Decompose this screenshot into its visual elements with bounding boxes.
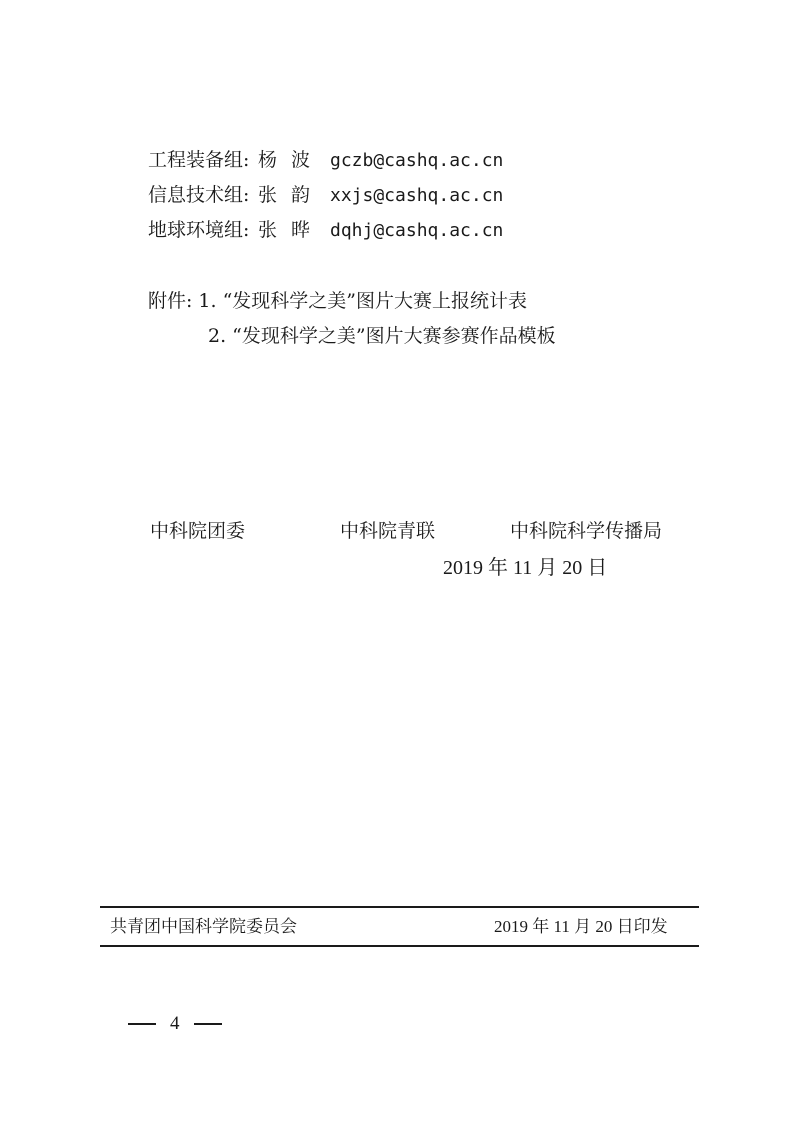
- contact-person: 杨波: [258, 149, 325, 171]
- signature-org-youth-league: 中科院团委: [150, 520, 246, 542]
- attachment-item: 2. “发现科学之美”图片大赛参赛作品模板: [208, 325, 556, 347]
- footer-top-rule: [100, 906, 699, 908]
- contact-person: 张晔: [258, 219, 325, 241]
- signature-org-communication-bureau: 中科院科学传播局: [510, 520, 663, 542]
- contact-email: gczb@cashq.ac.cn: [330, 150, 504, 171]
- contact-group: 工程装备组:: [148, 149, 250, 171]
- contact-email: xxjs@cashq.ac.cn: [330, 185, 504, 206]
- contact-group: 地球环境组:: [148, 219, 250, 241]
- attachment-item: 1. “发现科学之美”图片大赛上报统计表: [198, 290, 528, 312]
- contact-line-earth: [148, 217, 503, 244]
- attachment-label: 附件:: [148, 290, 193, 312]
- contact-email: dqhj@cashq.ac.cn: [330, 220, 504, 241]
- footer-issuer: 共青团中国科学院委员会: [110, 917, 297, 937]
- footer-bottom-rule: [100, 945, 699, 947]
- page-number-block: [128, 1010, 222, 1037]
- footer-issue-date: 2019 年 11 月 20 日印发: [494, 917, 668, 936]
- dash-left: [128, 1023, 156, 1025]
- contact-group: 信息技术组:: [148, 184, 250, 206]
- signature-date: 2019 年 11 月 20 日: [443, 557, 608, 579]
- contact-person: 张韵: [258, 184, 325, 206]
- dash-right: [194, 1023, 222, 1025]
- page-number: 4: [170, 1013, 180, 1034]
- signature-org-youth-federation: 中科院青联: [340, 520, 436, 542]
- attachment-line-2: [208, 323, 556, 349]
- contact-line-engineering: [148, 147, 503, 174]
- contact-line-it: [148, 182, 503, 209]
- attachment-line-1: [148, 288, 527, 314]
